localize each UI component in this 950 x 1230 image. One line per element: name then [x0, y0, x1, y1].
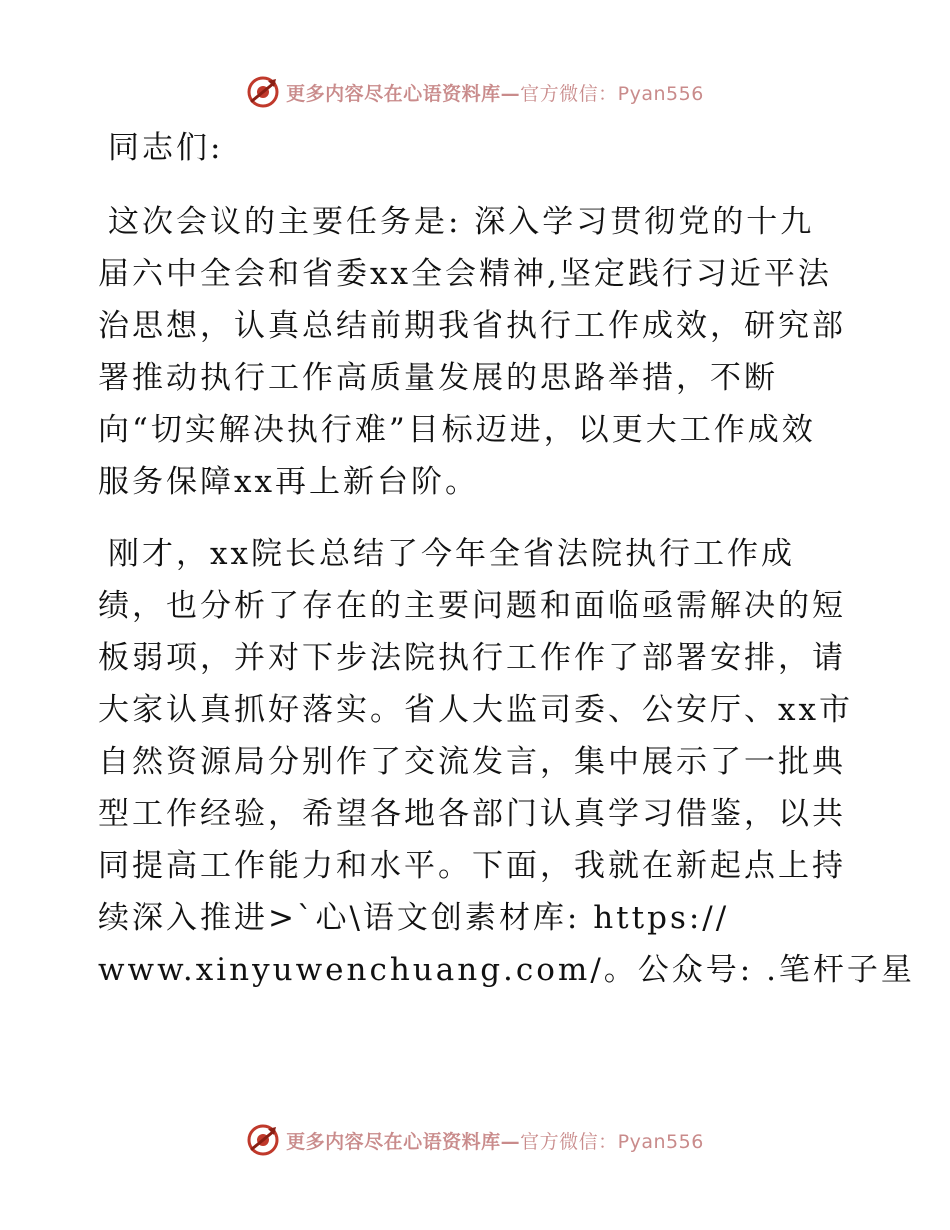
paragraph-2-line: 板弱项，并对下步法院执行工作作了部署安排，请	[98, 640, 846, 676]
header-watermark-text	[286, 79, 704, 106]
paragraph-1	[98, 196, 858, 508]
footer-watermark-main: 更多内容尽在心语资料库—	[286, 1130, 521, 1153]
paragraph-2-line: www.xinyuwenchuang.com/。公众号: .笔杆子星	[98, 952, 915, 988]
paragraph-2	[98, 528, 915, 996]
paragraph-1-line: 届六中全会和省委xx全会精神,坚定践行习近平法	[98, 256, 832, 292]
logo-icon	[246, 75, 280, 109]
paragraph-2-line: 刚才，xx院长总结了今年全省法院执行工作成	[108, 536, 795, 572]
footer-watermark-inner	[246, 1123, 704, 1157]
header-watermark-inner	[246, 75, 704, 109]
paragraph-1-line: 服务保障xx再上新台阶。	[98, 464, 479, 500]
greeting: 同志们:	[108, 130, 224, 166]
paragraph-1-line: 向“切实解决执行难”目标迈进，以更大工作成效	[98, 412, 816, 448]
paragraph-2-line: 大家认真抓好落实。省人大监司委、公安厅、xx市	[98, 692, 853, 728]
header-watermark-wechat: 官方微信：Pyan556	[520, 82, 704, 105]
paragraph-2-line: 自然资源局分别作了交流发言，集中展示了一批典	[98, 744, 846, 780]
footer-watermark-text	[286, 1127, 704, 1154]
paragraph-1-line: 治思想，认真总结前期我省执行工作成效，研究部	[98, 308, 846, 344]
document-body	[98, 122, 915, 996]
paragraph-1-line: 这次会议的主要任务是: 深入学习贯彻党的十九	[108, 204, 815, 240]
footer-watermark-banner	[0, 1120, 950, 1160]
footer-watermark-wechat: 官方微信：Pyan556	[520, 1130, 704, 1153]
paragraph-2-line: 型工作经验，希望各地各部门认真学习借鉴，以共	[98, 796, 846, 832]
header-watermark-banner	[0, 72, 950, 112]
logo-icon	[246, 1123, 280, 1157]
paragraph-2-line: 同提高工作能力和水平。下面，我就在新起点上持	[98, 848, 846, 884]
paragraph-1-line: 署推动执行工作高质量发展的思路举措，不断	[98, 360, 778, 396]
paragraph-2-line: 绩，也分析了存在的主要问题和面临亟需解决的短	[98, 588, 846, 624]
paragraph-2-line: 续深入推进>`心\语文创素材库: https://	[98, 900, 730, 936]
header-watermark-main: 更多内容尽在心语资料库—	[286, 82, 521, 105]
